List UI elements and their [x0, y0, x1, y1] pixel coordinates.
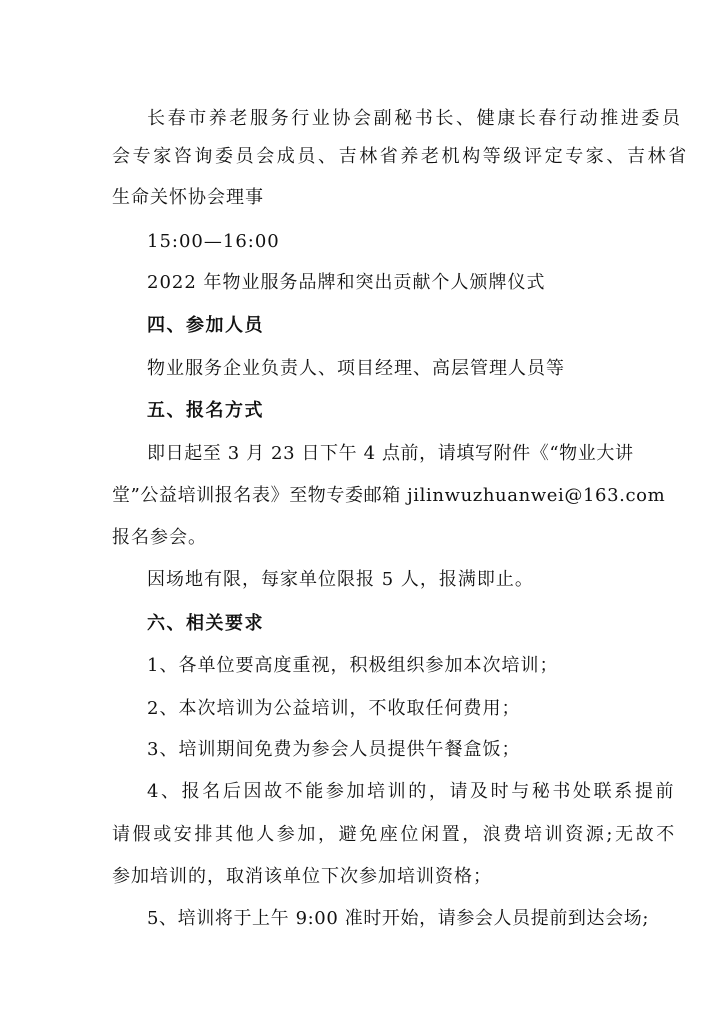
list-item: 5、培训将于上午 9:00 准时开始，请参会人员提前到达会场; [147, 908, 649, 929]
time-line: 15:00—16:00 [147, 231, 280, 252]
list-item: 2、本次培训为公益培训，不收取任何费用； [147, 698, 521, 719]
paragraph-line: 物业服务企业负责人、项目经理、高层管理人员等 [147, 358, 565, 379]
paragraph-line: 堂”公益培训报名表》至物专委邮箱 jilinwuzhuanwei@163.com [112, 485, 666, 506]
paragraph-line: 生命关怀协会理事 [112, 187, 264, 208]
paragraph-line: 参加培训的，取消该单位下次参加培训资格； [112, 866, 492, 887]
section-heading: 五、报名方式 [147, 400, 264, 421]
list-item: 3、培训期间免费为参会人员提供午餐盒饭； [147, 739, 521, 760]
section-heading: 四、参加人员 [147, 315, 264, 336]
paragraph-line: 报名参会。 [112, 527, 207, 548]
paragraph-line: 长春市养老服务行业协会副秘书长、健康长春行动推进委员 [147, 108, 683, 129]
paragraph-line: 会专家咨询委员会成员、吉林省养老机构等级评定专家、吉林省 [112, 146, 689, 167]
list-item: 4、报名后因故不能参加培训的，请及时与秘书处联系提前 [147, 781, 677, 802]
paragraph-line: 请假或安排其他人参加，避免座位闲置，浪费培训资源;无故不 [112, 824, 677, 845]
list-item: 1、各单位要高度重视，积极组织参加本次培训； [147, 655, 559, 676]
paragraph-line: 因场地有限，每家单位限报 5 人，报满即止。 [147, 569, 534, 590]
paragraph-line: 即日起至 3 月 23 日下午 4 点前，请填写附件《“物业大讲 [147, 443, 634, 464]
section-heading: 六、相关要求 [147, 613, 264, 634]
event-line: 2022 年物业服务品牌和突出贡献个人颁牌仪式 [147, 272, 546, 293]
